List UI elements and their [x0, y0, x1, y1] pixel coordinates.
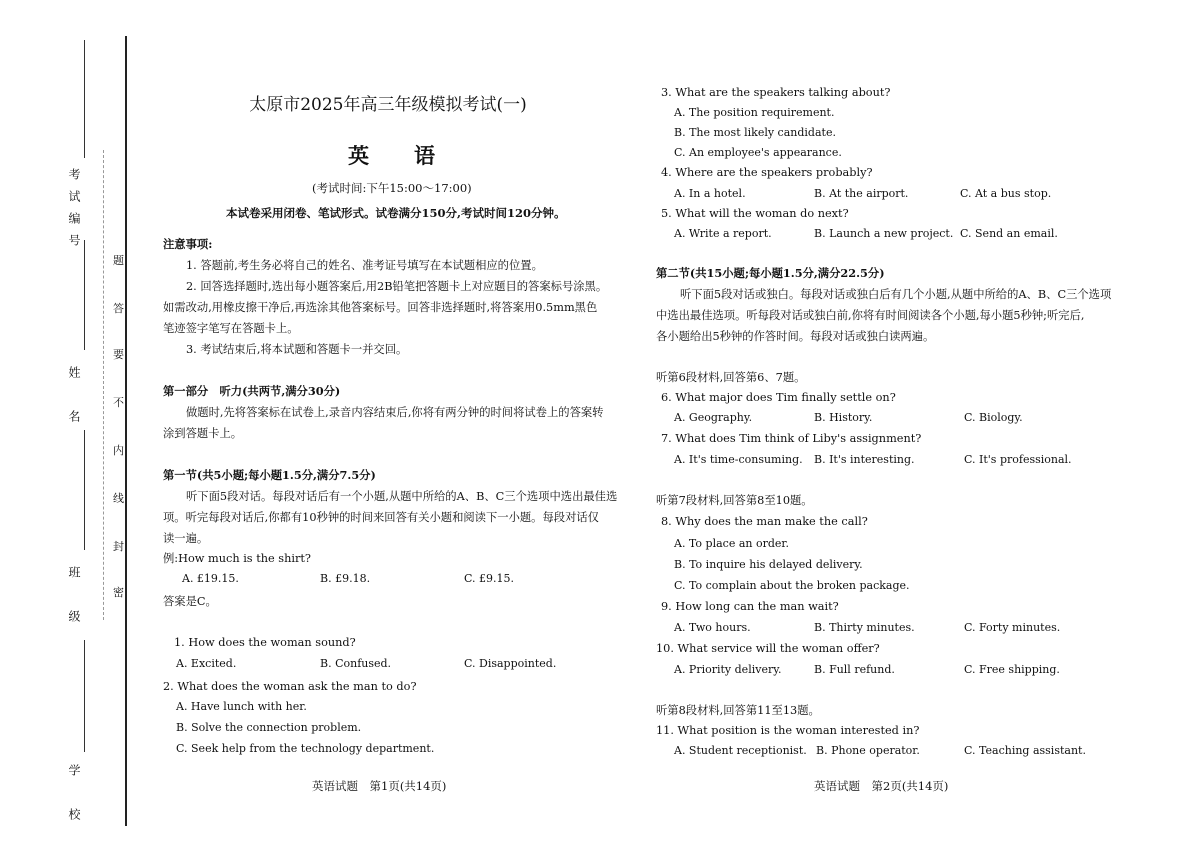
q11-option-a: A. Student receptionist.	[674, 744, 807, 757]
page2-footer: 英语试题 第2页(共14页)	[814, 779, 949, 793]
school-label: 学 校	[67, 764, 81, 830]
example-question: 例:How much is the shirt?	[163, 552, 311, 565]
notice-item: 3. 考试结束后,将本试题和答题卡一并交回。	[186, 343, 408, 356]
example-option: B. £9.18.	[320, 572, 371, 585]
material-6-heading: 听第6段材料,回答第6、7题。	[656, 371, 806, 384]
name-label: 姓 名	[67, 366, 81, 432]
q9-option-c: C. Forty minutes.	[964, 621, 1061, 634]
q7-option-a: A. It's time-consuming.	[674, 453, 803, 466]
q2-option-a: A. Have lunch with her.	[176, 700, 307, 713]
q7-option-b: B. It's interesting.	[814, 453, 915, 466]
q4-option-c: C. At a bus stop.	[960, 187, 1052, 200]
part1-text: 做题时,先将答案标在试卷上,录音内容结束后,你将有两分钟的时间将试卷上的答案转	[186, 406, 604, 419]
q6-option-c: C. Biology.	[964, 411, 1023, 424]
exam-number-label: 考试编号	[67, 168, 81, 256]
section1-text: 听下面5段对话。每段对话后有一个小题,从题中所给的A、B、C三个选项中选出最佳选	[186, 490, 618, 503]
seal-char: 密	[113, 586, 124, 599]
notice-item: 笔迹签字笔写在答题卡上。	[163, 322, 299, 335]
question-8: 8. Why does the man make the call?	[661, 515, 868, 528]
q4-option-a: A. In a hotel.	[674, 187, 746, 200]
seal-char: 内	[113, 444, 124, 457]
example-option: C. £9.15.	[464, 572, 515, 585]
exam-rules: 本试卷采用闭卷、笔试形式。试卷满分150分,考试时间120分钟。	[226, 206, 566, 220]
q10-option-b: B. Full refund.	[814, 663, 895, 676]
q4-option-b: B. At the airport.	[814, 187, 909, 200]
q7-option-c: C. It's professional.	[964, 453, 1072, 466]
class-line	[84, 430, 85, 550]
part1-heading: 第一部分 听力(共两节,满分30分)	[163, 384, 341, 398]
q11-option-c: C. Teaching assistant.	[964, 744, 1086, 757]
q9-option-b: B. Thirty minutes.	[814, 621, 915, 634]
class-label: 班 级	[67, 566, 81, 632]
exam-number-line	[84, 40, 85, 158]
q3-option-a: A. The position requirement.	[674, 106, 835, 119]
q6-option-b: B. History.	[814, 411, 873, 424]
q5-option-a: A. Write a report.	[674, 227, 772, 240]
notice-heading: 注意事项:	[163, 237, 213, 251]
section1-text: 读一遍。	[163, 532, 209, 545]
notice-item: 2. 回答选择题时,选出每小题答案后,用2B铅笔把答题卡上对应题目的答案标号涂黑。	[186, 280, 608, 293]
q8-option-a: A. To place an order.	[674, 537, 789, 550]
q10-option-c: C. Free shipping.	[964, 663, 1060, 676]
q1-option-c: C. Disappointed.	[464, 657, 557, 670]
q2-option-b: B. Solve the connection problem.	[176, 721, 362, 734]
seal-char: 封	[113, 540, 124, 553]
question-1: 1. How does the woman sound?	[174, 636, 356, 649]
seal-line	[103, 150, 104, 620]
notice-item: 1. 答题前,考生务必将自己的姓名、准考证号填写在本试题相应的位置。	[186, 259, 543, 272]
name-line	[84, 240, 85, 350]
exam-time: (考试时间:下午15:00～17:00)	[312, 181, 472, 195]
material-7-heading: 听第7段材料,回答第8至10题。	[656, 494, 813, 507]
seal-char: 不	[113, 396, 124, 409]
example-option: A. £19.15.	[182, 572, 239, 585]
notice-item: 如需改动,用橡皮擦干净后,再选涂其他答案标号。回答非选择题时,将答案用0.5mm黑色	[163, 301, 598, 314]
q1-option-b: B. Confused.	[320, 657, 392, 670]
section2-text: 各小题给出5秒钟的作答时间。每段对话或独白读两遍。	[656, 330, 935, 343]
binding-rule	[125, 36, 127, 826]
question-9: 9. How long can the man wait?	[661, 600, 839, 613]
part1-text: 涂到答题卡上。	[163, 427, 243, 440]
section2-heading: 第二节(共15小题;每小题1.5分,满分22.5分)	[656, 266, 885, 280]
section2-text: 听下面5段对话或独白。每段对话或独白后有几个小题,从题中所给的A、B、C三个选项	[680, 288, 1112, 301]
page1-footer: 英语试题 第1页(共14页)	[312, 779, 447, 793]
seal-char: 要	[113, 348, 124, 361]
q3-option-b: B. The most likely candidate.	[674, 126, 836, 139]
question-7: 7. What does Tim think of Liby's assignment?	[661, 432, 922, 445]
material-8-heading: 听第8段材料,回答第11至13题。	[656, 704, 820, 717]
q6-option-a: A. Geography.	[674, 411, 753, 424]
school-line	[84, 640, 85, 752]
question-10: 10. What service will the woman offer?	[656, 642, 880, 655]
section1-text: 项。听完每段对话后,你都有10秒钟的时间来回答有关小题和阅读下一小题。每段对话仅	[163, 511, 599, 524]
exam-title: 太原市2025年高三年级模拟考试(一)	[249, 95, 527, 115]
section1-heading: 第一节(共5小题;每小题1.5分,满分7.5分)	[163, 468, 376, 482]
q5-option-b: B. Launch a new project.	[814, 227, 954, 240]
q9-option-a: A. Two hours.	[674, 621, 751, 634]
question-6: 6. What major does Tim finally settle on?	[661, 391, 896, 404]
q11-option-b: B. Phone operator.	[816, 744, 920, 757]
q8-option-b: B. To inquire his delayed delivery.	[674, 558, 863, 571]
subject-title: 英 语	[348, 143, 447, 168]
q5-option-c: C. Send an email.	[960, 227, 1058, 240]
question-2: 2. What does the woman ask the man to do?	[163, 680, 417, 693]
seal-char: 题	[113, 254, 124, 267]
question-4: 4. Where are the speakers probably?	[661, 166, 873, 179]
seal-char: 线	[113, 492, 124, 505]
q8-option-c: C. To complain about the broken package.	[674, 579, 910, 592]
seal-char: 答	[113, 302, 124, 315]
section2-text: 中选出最佳选项。听每段对话或独白前,你将有时间阅读各个小题,每小题5秒钟;听完后,	[656, 309, 1085, 322]
question-11: 11. What position is the woman interested in?	[656, 724, 920, 737]
q3-option-c: C. An employee's appearance.	[674, 146, 842, 159]
q1-option-a: A. Excited.	[176, 657, 237, 670]
q2-option-c: C. Seek help from the technology department.	[176, 742, 435, 755]
example-answer: 答案是C。	[163, 595, 217, 608]
question-5: 5. What will the woman do next?	[661, 207, 849, 220]
q10-option-a: A. Priority delivery.	[674, 663, 782, 676]
question-3: 3. What are the speakers talking about?	[661, 86, 891, 99]
